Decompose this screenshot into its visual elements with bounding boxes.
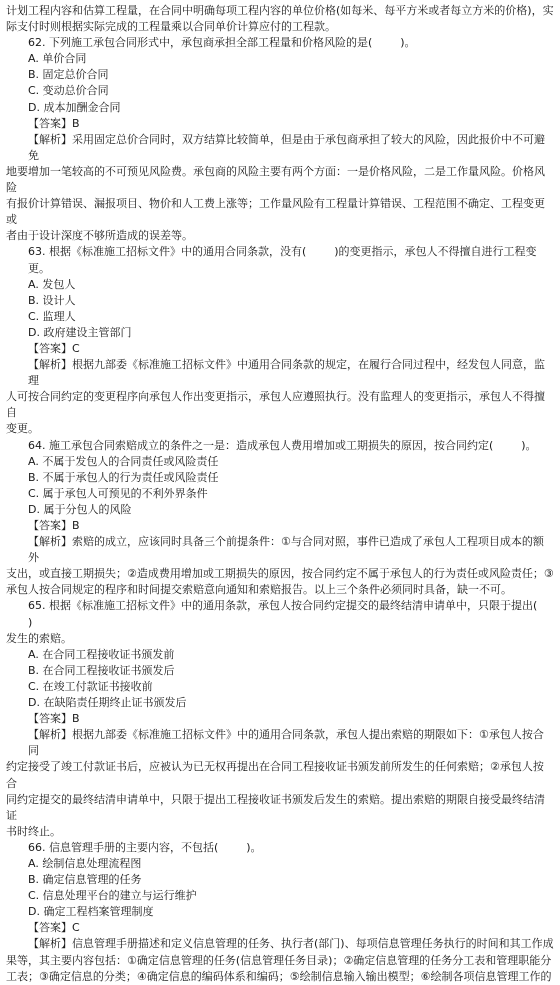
option-65-a: A. 在合同工程接收证书颁发前 [28, 647, 175, 661]
analysis-62-1: 【解析】采用固定总价合同时，双方结算比较简单，但是由于承包商承担了较大的风险，因此报价中不可避免 [28, 132, 545, 162]
analysis-63-2: 人可按合同约定的变更程序向承包人作出变更指示，承包人应遵照执行。没有监理人的变更指示，承包人不得擅自 [6, 390, 545, 420]
option-65-d: D. 在缺陷责任期终止证书颁发后 [28, 696, 187, 710]
answer-64: 【答案】B [28, 519, 80, 532]
analysis-64-2: 支出，或直接工期损失；②造成费用增加或工期损失的原因，按合同约定不属于承包人的行为责任或风险责任；③ [6, 567, 554, 581]
option-66-a: A. 绘制信息处理流程图 [28, 856, 142, 870]
analysis-65-2: 约定接受了竣工付款证书后，应被认为已无权再提出在合同工程接收证书颁发前所发生的任何索赔；②承包人按合 [6, 760, 544, 790]
analysis-65-4: 书时终止。 [6, 824, 61, 838]
analysis-63-1: 【解析】根据九部委《标准施工招标文件》中通用合同条款的规定，在履行合同过程中，经发包人同意，监理 [28, 358, 545, 388]
answer-66: 【答案】C [28, 921, 80, 935]
analysis-62-2: 地要增加一笔较高的不可预见风险费。承包商的风险主要有两个方面：一是价格风险，二是工作量风险。价格风险 [6, 164, 545, 195]
analysis-65-1: 【解析】根据九部委《标准施工招标文件》中的通用合同条款，承包人提出索赔的期限如下：①承包人按合同 [28, 728, 544, 758]
line-intro-1: 计划工程内容和估算工程量，在合同中明确每项工程内容的单位价格(如每米、每平方米或者每立方米的价格)，实 [6, 4, 554, 17]
question-64: 64. 施工承包合同索赔成立的条件之一是：造成承包人费用增加或工期损失的原因，按合同约定( )。 [28, 438, 537, 452]
option-66-b: B. 确定信息管理的任务 [28, 873, 142, 887]
answer-63: 【答案】C [28, 341, 80, 355]
option-62-b: B. 固定总价合同 [28, 68, 109, 82]
analysis-62-3: 有报价计算错误、漏报项目、物价和人工费上涨等；工作量风险有工程量计算错误、工程范围不确定、工程变更或 [6, 197, 545, 227]
option-66-d: D. 确定工程档案管理制度 [28, 905, 154, 919]
option-64-c: C. 属于承包人可预见的不利外界条件 [28, 486, 208, 500]
option-65-c: C. 在竣工付款证书接收前 [28, 679, 153, 693]
option-62-a: A. 单价合同 [28, 52, 87, 66]
option-62-d: D. 成本加酬金合同 [28, 100, 121, 114]
analysis-66-2: 果等，其主要内容包括：①确定信息管理的任务(信息管理任务目录)；②确定信息管理的任务分工表和管理职能分 [6, 953, 552, 967]
question-62: 62. 下列施工承包合同形式中，承包商承担全部工程量和价格风险的是( )。 [28, 36, 416, 50]
question-65-cont: 发生的索赔。 [6, 631, 72, 645]
question-63: 63. 根据《标准施工招标文件》中的通用合同条款，没有( )的变更指示，承包人不得擅自进行工程变更。 [28, 245, 537, 275]
option-63-d: D. 政府建设主管部门 [28, 325, 132, 339]
option-64-b: B. 不属于承包人的行为责任或风险责任 [28, 470, 219, 484]
analysis-62-4: 者由于设计深度不够所造成的误差等。 [6, 229, 193, 243]
option-64-d: D. 属于分包人的风险 [28, 502, 132, 516]
analysis-64-3: 承包人按合同规定的程序和时间提交索赔意向通知和索赔报告。以上三个条件必须同时具备，缺一不可。 [6, 583, 512, 597]
option-64-a: A. 不属于发包人的合同责任或风险责任 [28, 454, 219, 468]
option-66-c: C. 信息处理平台的建立与运行维护 [28, 889, 197, 903]
answer-65: 【答案】B [28, 712, 80, 726]
question-66: 66. 信息管理手册的主要内容，不包括( )。 [28, 840, 262, 854]
option-63-c: C. 监理人 [28, 309, 76, 323]
analysis-66-3: 工表；③确定信息的分类；④确定信息的编码体系和编码；⑤绘制信息输入输出模型；⑥绘制各项信息管理工作的 [6, 969, 552, 983]
analysis-63-3: 变更。 [6, 422, 39, 436]
option-62-c: C. 变动总价合同 [28, 84, 109, 98]
analysis-66-1: 【解析】信息管理手册描述和定义信息管理的任务、执行者(部门)、每项信息管理任务执行的时间和其工作成 [28, 937, 554, 951]
question-65: 65. 根据《标准施工招标文件》中的通用条款，承包人按合同约定提交的最终结清申请单中，只限于提出( ) [28, 599, 559, 629]
answer-62: 【答案】B [28, 116, 80, 130]
option-63-a: A. 发包人 [28, 277, 76, 291]
analysis-65-3: 同约定提交的最终结清申请单中，只限于提出工程接收证书颁发后发生的索赔。提出索赔的期限自接受最终结清证 [6, 792, 545, 822]
option-63-b: B. 设计人 [28, 293, 76, 307]
analysis-64-1: 【解析】索赔的成立，应该同时具备三个前提条件：①与合同对照，事件已造成了承包人工程项目成本的额外 [28, 535, 544, 565]
line-intro-2: 际支付时则根据实际完成的工程量乘以合同单价计算应付的工程款。 [6, 20, 336, 34]
option-65-b: B. 在合同工程接收证书颁发后 [28, 663, 175, 677]
